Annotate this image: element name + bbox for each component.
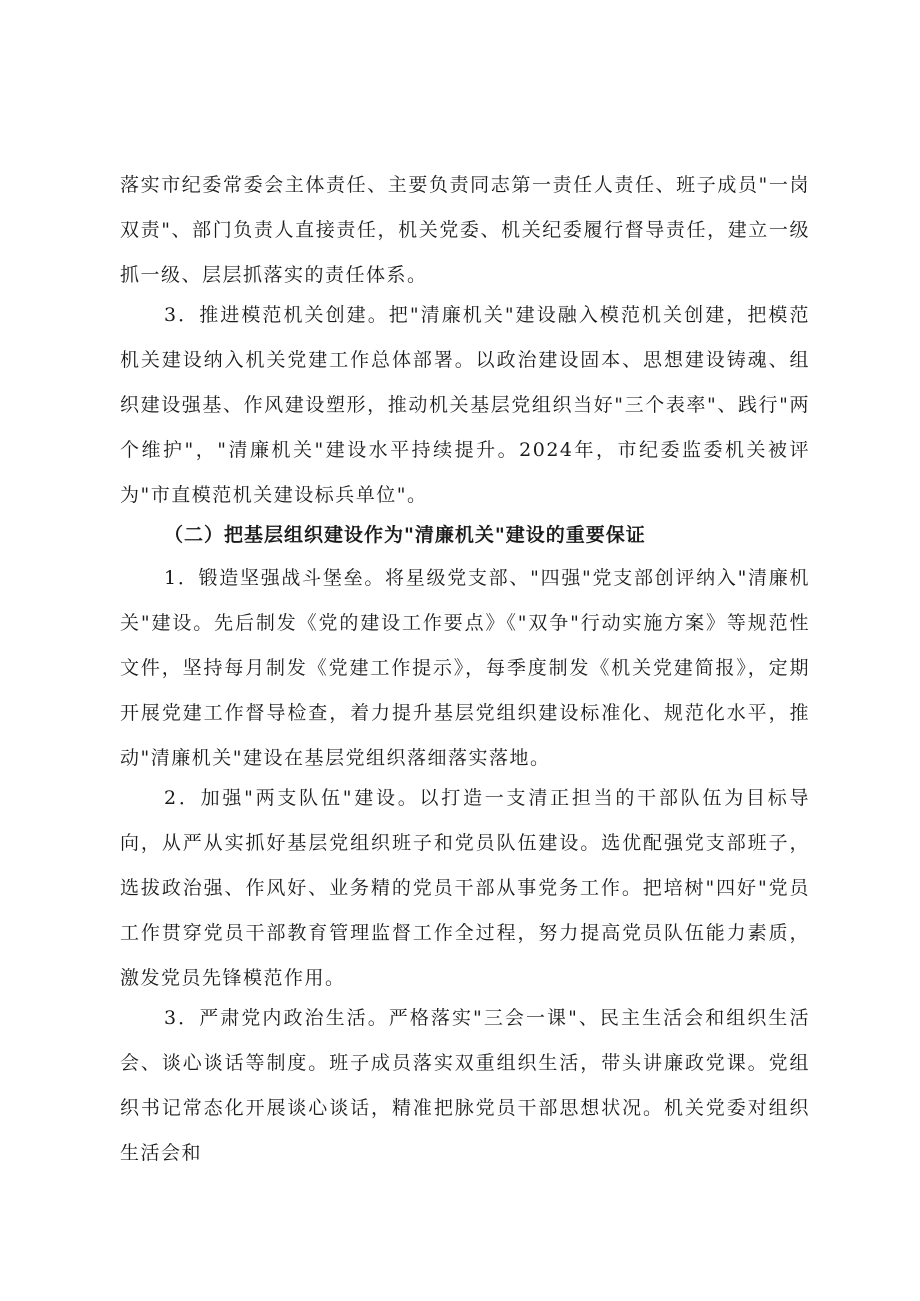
section-heading-grassroots-organization: （二）把基层组织建设作为"清廉机关"建设的重要保证	[164, 524, 646, 546]
paragraph-battle-fortress: 1．锻造坚强战斗堡垒。将星级党支部、"四强"党支部创评纳入"清廉机关"建设。先后制发《党的建设工作要点》《"双争"行动实施方案》等规范性文件，坚持每月制发《党建工作提示》，每季度制发《机关党建简报》，定期开展党建工作督导检查，着力提升基层党组织建设标准化、规范化水平，推动"清廉机关"建设在基层党组织落细落实落地。	[120, 567, 810, 769]
paragraph-model-organ-creation: 3．推进模范机关创建。把"清廉机关"建设融入模范机关创建，把模范机关建设纳入机关党建工作总体部署。以政治建设固本、思想建设铸魂、组织建设强基、作风建设塑形，推动机关基层党组织当好"三个表率"、践行"两个维护"，"清廉机关"建设水平持续提升。2024年，市纪委监委机关被评为"市直模范机关建设标兵单位"。	[120, 304, 810, 506]
paragraph-two-teams: 2．加强"两支队伍"建设。以打造一支清正担当的干部队伍为目标导向，从严从实抓好基层党组织班子和党员队伍建设。选优配强党支部班子，选拔政治强、作风好、业务精的党员干部从事党务工作。把培树"四好"党员工作贯穿党员干部教育管理监督工作全过程，努力提高党员队伍能力素质，激发党员先锋模范作用。	[120, 787, 810, 989]
paragraph-party-political-life: 3．严肃党内政治生活。严格落实"三会一课"、民主生活会和组织生活会、谈心谈话等制度。班子成员落实双重组织生活，带头讲廉政党课。党组织书记常态化开展谈心谈话，精准把脉党员干部思想状况。机关党委对组织生活会和	[120, 1007, 810, 1164]
paragraph-responsibility-system: 落实市纪委常委会主体责任、主要负责同志第一责任人责任、班子成员"一岗双责"、部门负责人直接责任，机关党委、机关纪委履行督导责任，建立一级抓一级、层层抓落实的责任体系。	[120, 174, 810, 286]
